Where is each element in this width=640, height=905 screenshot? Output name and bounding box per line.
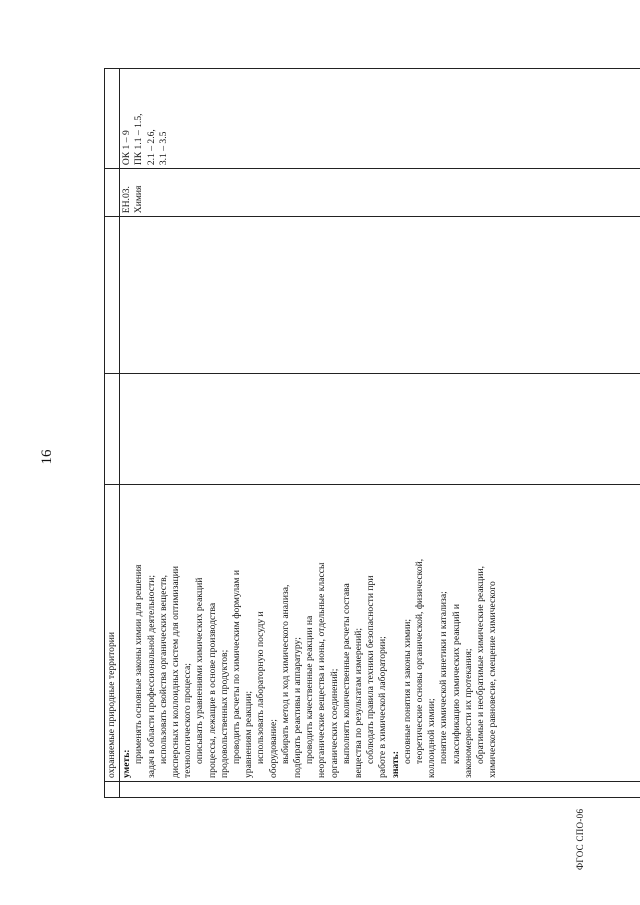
list-item: понятие химической кинетики и катализа; xyxy=(438,591,450,764)
table-cell-blank xyxy=(120,217,640,374)
list-item: дисперсных и коллоидных систем для оптимизации xyxy=(170,565,182,778)
competency-line: 3.1 – 3.5 xyxy=(157,131,169,166)
table-cell-blank xyxy=(105,217,120,374)
list-item: проводить качественные реакции на xyxy=(304,615,316,764)
list-item: химическое равновесие, смещение химического xyxy=(487,581,499,778)
competency-line: ПК 1.1 – 1.5, xyxy=(133,113,145,166)
section-label: знать: xyxy=(389,751,401,778)
list-item: применять основные законы химии для решения xyxy=(133,564,145,764)
list-item: органических соединений; xyxy=(328,668,340,778)
competencies-cell xyxy=(120,69,640,169)
page-number: 16 xyxy=(39,449,55,465)
list-item: работе в химической лаборатории; xyxy=(377,636,389,778)
list-item: основные понятия и законы химии; xyxy=(401,618,413,764)
list-item: неорганические вещества и ионы, отдельные классы xyxy=(316,562,328,778)
list-item: описывать уравнениями химических реакций xyxy=(194,577,206,764)
list-item: процессы, лежащие в основе производства xyxy=(206,602,218,778)
table-row-continuation xyxy=(105,69,120,798)
list-item: использовать лабораторную посуду и xyxy=(255,611,267,764)
list-item: использовать свойства органических веществ, xyxy=(157,574,169,764)
list-item: вещества по результатам измерений; xyxy=(353,627,365,778)
list-item: оборудование; xyxy=(267,719,279,778)
table-cell-blank xyxy=(120,374,640,484)
list-item: технологического процесса; xyxy=(182,663,194,778)
table-cell-blank xyxy=(105,374,120,484)
discipline-cell: ЕН.03. Химия xyxy=(120,169,640,217)
competency-line: ОК 1 – 9 xyxy=(121,130,133,166)
list-item: соблюдать правила техники безопасности при xyxy=(365,575,377,764)
table-cell-blank xyxy=(120,781,640,797)
requirements-table xyxy=(104,68,640,798)
list-item: выполнять количественные расчеты состава xyxy=(340,583,352,764)
list-item: обратимые и необратимые химические реакции, xyxy=(475,566,487,764)
table-cell-blank xyxy=(105,69,120,169)
continuation-cell: охраняемые природные территории xyxy=(105,484,120,781)
table-row-chemistry xyxy=(120,69,640,798)
list-item: теоретические основы органической, физической, xyxy=(414,558,426,764)
table-cell-blank xyxy=(105,781,120,797)
table-cell-blank xyxy=(105,169,120,217)
list-item: выбирать метод и ход химического анализа, xyxy=(279,584,291,764)
footer-code: ФГОС СПО-06 xyxy=(575,808,585,870)
skills-knowledge-list xyxy=(121,488,499,778)
list-item: задач в области профессиональной деятельности; xyxy=(145,574,157,778)
list-item: уравнениям реакции; xyxy=(243,690,255,778)
competency-line: 2.1 – 2.6, xyxy=(145,129,157,166)
rotated-table-container xyxy=(104,68,640,798)
list-item: подбирать реактивы и аппаратуру; xyxy=(292,637,304,778)
section-label: уметь: xyxy=(121,749,133,778)
list-item: проводить расчеты по химическим формулам и xyxy=(231,569,243,764)
list-item: закономерности их протекания; xyxy=(462,648,474,778)
list-item: коллоидной химии; xyxy=(426,698,438,778)
list-item: продовольственных продуктов; xyxy=(218,649,230,778)
list-item: классификацию химических реакций и xyxy=(450,603,462,764)
skills-knowledge-cell xyxy=(120,484,640,781)
